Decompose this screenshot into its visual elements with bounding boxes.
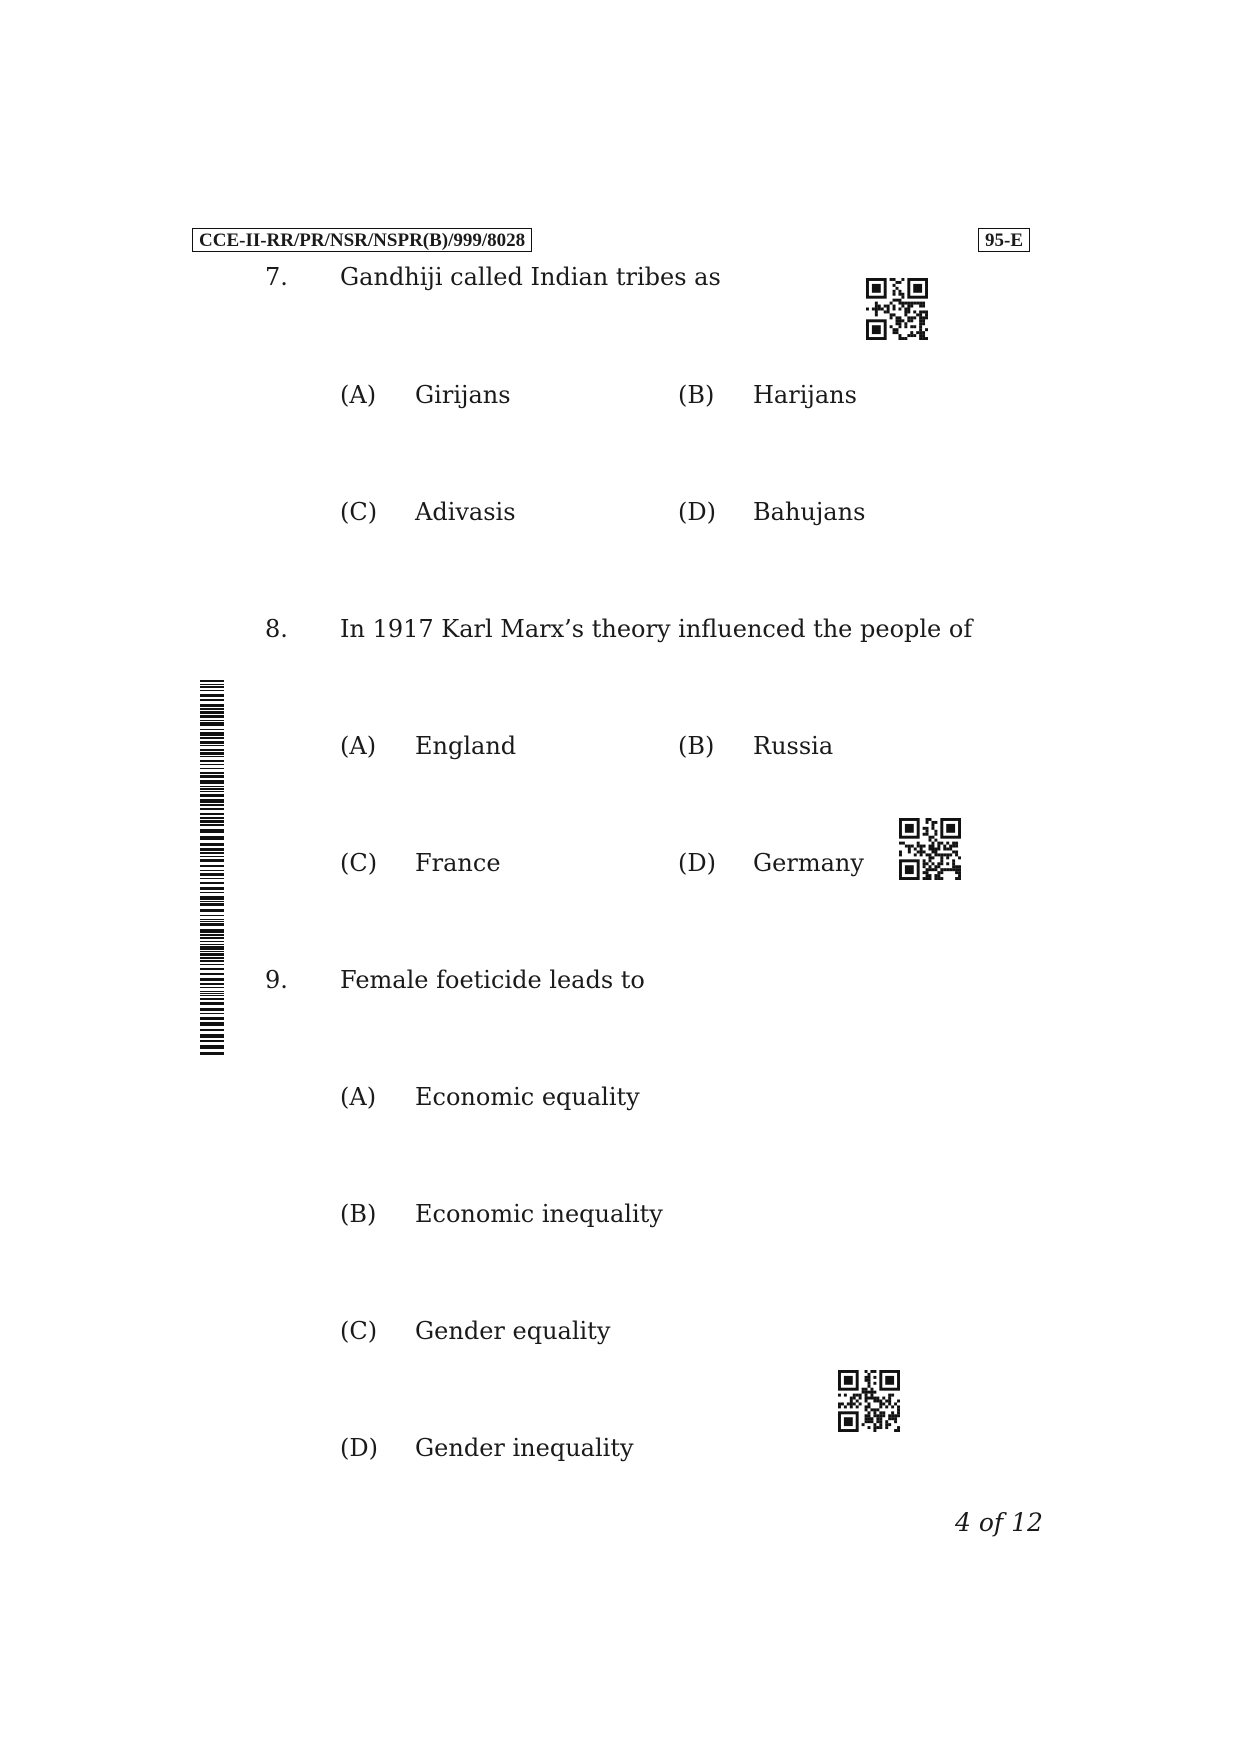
barcode bbox=[200, 680, 224, 1056]
option-key: (A) bbox=[340, 732, 377, 760]
option-text: England bbox=[415, 732, 517, 760]
option-key: (A) bbox=[340, 1083, 377, 1111]
option-key: (B) bbox=[340, 1200, 377, 1228]
option-text: France bbox=[415, 849, 501, 877]
option-text: Germany bbox=[753, 849, 864, 877]
option-key: (C) bbox=[340, 1317, 378, 1345]
option-key: (B) bbox=[678, 381, 715, 409]
qr-code bbox=[899, 818, 961, 880]
question-number: 9. bbox=[265, 966, 288, 994]
option-text: Harijans bbox=[753, 381, 857, 409]
option-text: Economic inequality bbox=[415, 1200, 663, 1228]
option-text: Economic equality bbox=[415, 1083, 640, 1111]
option-key: (D) bbox=[678, 498, 716, 526]
page-number: 4 of 12 bbox=[955, 1508, 1043, 1537]
qr-code bbox=[838, 1370, 900, 1432]
question-number: 7. bbox=[265, 263, 288, 291]
question-number: 8. bbox=[265, 615, 288, 643]
option-text: Adivasis bbox=[415, 498, 516, 526]
option-text: Girijans bbox=[415, 381, 511, 409]
option-key: (C) bbox=[340, 849, 378, 877]
paper-code: CCE-II-RR/PR/NSR/NSPR(B)/999/8028 bbox=[192, 228, 532, 252]
option-key: (D) bbox=[340, 1434, 378, 1462]
question-text: In 1917 Karl Marx’s theory influenced the people of bbox=[340, 615, 973, 643]
option-text: Russia bbox=[753, 732, 834, 760]
qr-code bbox=[866, 278, 928, 340]
option-key: (A) bbox=[340, 381, 377, 409]
question-text: Gandhiji called Indian tribes as bbox=[340, 263, 721, 291]
question-text: Female foeticide leads to bbox=[340, 966, 645, 994]
option-key: (C) bbox=[340, 498, 378, 526]
paper-number: 95-E bbox=[978, 228, 1030, 252]
option-key: (D) bbox=[678, 849, 716, 877]
option-key: (B) bbox=[678, 732, 715, 760]
option-text: Bahujans bbox=[753, 498, 866, 526]
option-text: Gender equality bbox=[415, 1317, 611, 1345]
option-text: Gender inequality bbox=[415, 1434, 634, 1462]
